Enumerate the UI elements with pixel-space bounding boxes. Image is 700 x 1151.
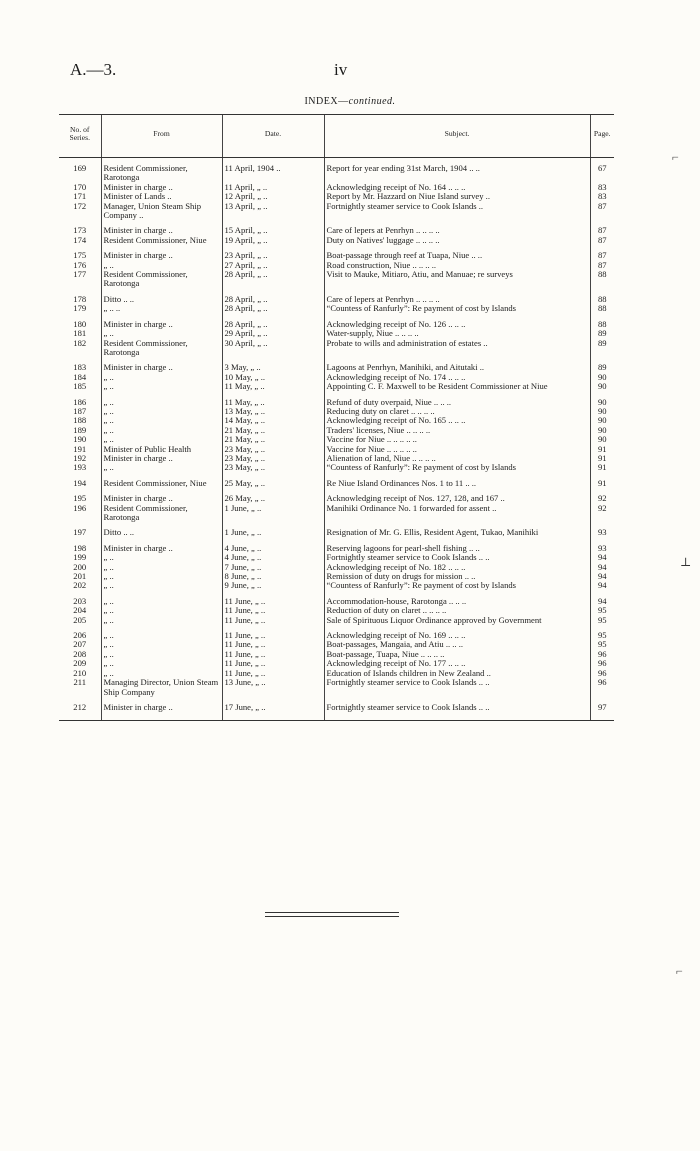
index-title-suffix: continued. bbox=[348, 96, 396, 107]
series-number: 190 bbox=[73, 435, 87, 445]
date-cell: 13 April, „ .. bbox=[222, 202, 324, 221]
series-number: 169 bbox=[73, 163, 87, 173]
subject-cell: Acknowledging receipt of No. 165 .. .. .. bbox=[324, 416, 590, 425]
table-row bbox=[59, 591, 614, 606]
index-rows bbox=[59, 158, 614, 721]
subject-cell: Acknowledging receipt of No. 126 .. .. .. bbox=[324, 314, 590, 329]
series-number: 183 bbox=[73, 362, 87, 373]
date-cell: 21 May, „ .. bbox=[222, 426, 324, 435]
page-cell: 90 bbox=[590, 373, 614, 382]
header-page-number: iv bbox=[334, 60, 348, 79]
series-number: 200 bbox=[73, 562, 87, 572]
subject-cell: “Countess of Ranfurly”: Re payment of cost by Islands bbox=[324, 304, 590, 313]
from-cell: „ .. bbox=[101, 435, 222, 444]
from-cell: Minister in charge .. bbox=[101, 488, 222, 503]
table-row bbox=[59, 407, 614, 416]
series-number: 193 bbox=[73, 463, 87, 473]
subject-cell: Boat-passage through reef at Tuapa, Niue .. .. bbox=[324, 245, 590, 260]
date-cell: 28 April, „ .. bbox=[222, 314, 324, 329]
series-number: 172 bbox=[73, 201, 87, 211]
date-cell: 11 May, „ .. bbox=[222, 392, 324, 407]
page-cell: 88 bbox=[590, 314, 614, 329]
from-cell: „ .. bbox=[101, 659, 222, 668]
date-cell: 1 June, „ .. bbox=[222, 504, 324, 523]
date-cell: 15 April, „ .. bbox=[222, 220, 324, 235]
table-row bbox=[59, 659, 614, 668]
from-cell: „ .. .. bbox=[101, 304, 222, 313]
from-cell: „ .. bbox=[101, 463, 222, 472]
table-row bbox=[59, 261, 614, 270]
date-cell: 30 April, „ .. bbox=[222, 339, 324, 358]
subject-cell: “Countess of Ranfurly”: Re payment of cost by Islands bbox=[324, 581, 590, 590]
from-cell: „ .. bbox=[101, 329, 222, 338]
closing-rule-bottom bbox=[265, 916, 399, 917]
subject-cell: Vaccine for Niue .. .. .. .. .. bbox=[324, 435, 590, 444]
subject-cell: Care of lepers at Penrhyn .. .. .. .. bbox=[324, 220, 590, 235]
from-cell: Minister of Public Health bbox=[101, 445, 222, 454]
from-cell: Ditto .. .. bbox=[101, 289, 222, 304]
page-cell: 93 bbox=[590, 522, 614, 537]
table-row bbox=[59, 522, 614, 537]
page-cell: 95 bbox=[590, 606, 614, 615]
table-row bbox=[59, 650, 614, 659]
subject-cell: Acknowledging receipt of No. 169 .. .. .. bbox=[324, 625, 590, 640]
subject-cell: Acknowledging receipt of Nos. 127, 128, and 167 .. bbox=[324, 488, 590, 503]
margin-mark-right-top: ⌐ bbox=[672, 150, 679, 164]
page-cell: 87 bbox=[590, 202, 614, 221]
from-cell: Resident Commissioner, Niue bbox=[101, 236, 222, 245]
table-row bbox=[59, 382, 614, 391]
from-cell: Resident Commissioner, Niue bbox=[101, 473, 222, 488]
subject-cell: Report for year ending 31st March, 1904 .. .. bbox=[324, 158, 590, 183]
table-row bbox=[59, 488, 614, 503]
series-number: 178 bbox=[73, 293, 87, 304]
subject-cell: Resignation of Mr. G. Ellis, Resident Agent, Tukao, Manihiki bbox=[324, 522, 590, 537]
margin-mark-right-mid: ⊥ bbox=[680, 555, 692, 569]
date-cell: 19 April, „ .. bbox=[222, 236, 324, 245]
series-number: 203 bbox=[73, 595, 87, 606]
column-header-subject: Subject. bbox=[324, 115, 590, 158]
table-row bbox=[59, 454, 614, 463]
date-cell: 25 May, „ .. bbox=[222, 473, 324, 488]
subject-cell: Boat-passages, Mangaia, and Atiu .. .. .. bbox=[324, 640, 590, 649]
table-row bbox=[59, 220, 614, 235]
subject-cell: Visit to Mauke, Mitiaro, Atiu, and Manuae; re surveys bbox=[324, 270, 590, 289]
page-cell: 89 bbox=[590, 357, 614, 372]
subject-cell: Fortnightly steamer service to Cook Islands .. bbox=[324, 202, 590, 221]
page-cell: 97 bbox=[590, 697, 614, 721]
date-cell: 28 April, „ .. bbox=[222, 289, 324, 304]
table-row bbox=[59, 640, 614, 649]
closing-rule-top bbox=[265, 912, 399, 913]
subject-cell: Appointing C. F. Maxwell to be Resident Commissioner at Niue bbox=[324, 382, 590, 391]
subject-cell: Traders' licenses, Niue .. .. .. .. bbox=[324, 426, 590, 435]
subject-cell: Reducing duty on claret .. .. .. .. bbox=[324, 407, 590, 416]
subject-cell: Care of lepers at Penrhyn .. .. .. .. bbox=[324, 289, 590, 304]
table-row bbox=[59, 289, 614, 304]
from-cell: Resident Commissioner, Rarotonga bbox=[101, 504, 222, 523]
table-row bbox=[59, 463, 614, 472]
subject-cell: “Countess of Ranfurly”: Re payment of cost by Islands bbox=[324, 463, 590, 472]
table-row bbox=[59, 435, 614, 444]
header-series-ref: A.—3. bbox=[70, 60, 117, 79]
page-cell: 96 bbox=[590, 669, 614, 678]
page-cell: 95 bbox=[590, 640, 614, 649]
series-number: 196 bbox=[73, 503, 87, 513]
series-number: 175 bbox=[73, 250, 87, 261]
from-cell: Minister in charge .. bbox=[101, 220, 222, 235]
from-cell: „ .. bbox=[101, 616, 222, 625]
table-row bbox=[59, 392, 614, 407]
subject-cell: Accommodation-house, Rarotonga .. .. .. bbox=[324, 591, 590, 606]
subject-cell: Vaccine for Niue .. .. .. .. .. bbox=[324, 445, 590, 454]
page-cell: 83 bbox=[590, 183, 614, 192]
date-cell: 27 April, „ .. bbox=[222, 261, 324, 270]
index-title bbox=[0, 96, 700, 107]
subject-cell: Probate to wills and administration of estates .. bbox=[324, 339, 590, 358]
table-row bbox=[59, 606, 614, 615]
page-cell: 95 bbox=[590, 616, 614, 625]
date-cell: 11 May, „ .. bbox=[222, 382, 324, 391]
subject-cell: Reduction of duty on claret .. .. .. .. bbox=[324, 606, 590, 615]
subject-cell: Alienation of land, Niue .. .. .. .. bbox=[324, 454, 590, 463]
margin-mark-right-bottom: ⌐ bbox=[676, 964, 683, 978]
from-cell: Managing Director, Union Steam Ship Company bbox=[101, 678, 222, 697]
series-number: 202 bbox=[73, 581, 87, 591]
series-number: 185 bbox=[73, 382, 87, 392]
series-number: 180 bbox=[73, 318, 87, 329]
column-header-page: Page. bbox=[590, 115, 614, 158]
table-row bbox=[59, 669, 614, 678]
series-number: 181 bbox=[73, 329, 87, 339]
from-cell: „ .. bbox=[101, 382, 222, 391]
table-row bbox=[59, 270, 614, 289]
date-cell: 11 June, „ .. bbox=[222, 606, 324, 615]
date-cell: 13 June, „ .. bbox=[222, 678, 324, 697]
column-header-from: From bbox=[101, 115, 222, 158]
table-row bbox=[59, 373, 614, 382]
page-cell: 96 bbox=[590, 659, 614, 668]
date-cell: 21 May, „ .. bbox=[222, 435, 324, 444]
series-number: 206 bbox=[73, 630, 87, 641]
date-cell: 11 June, „ .. bbox=[222, 616, 324, 625]
series-number: 176 bbox=[73, 260, 87, 270]
page-cell: 96 bbox=[590, 678, 614, 697]
header-row bbox=[59, 115, 614, 158]
subject-cell: Lagoons at Penrhyn, Manihiki, and Aitutaki .. bbox=[324, 357, 590, 372]
table-row bbox=[59, 426, 614, 435]
from-cell: Resident Commissioner, Rarotonga bbox=[101, 339, 222, 358]
page-cell: 90 bbox=[590, 416, 614, 425]
page-cell: 94 bbox=[590, 553, 614, 562]
series-number: 208 bbox=[73, 649, 87, 659]
date-cell: 11 June, „ .. bbox=[222, 669, 324, 678]
table-row bbox=[59, 304, 614, 313]
from-cell: Minister in charge .. bbox=[101, 314, 222, 329]
date-cell: 12 April, „ .. bbox=[222, 192, 324, 201]
table-row bbox=[59, 314, 614, 329]
from-cell: „ .. bbox=[101, 553, 222, 562]
page-cell: 89 bbox=[590, 339, 614, 358]
date-cell: 7 June, „ .. bbox=[222, 563, 324, 572]
from-cell: Minister in charge .. bbox=[101, 357, 222, 372]
subject-cell: Education of Islands children in New Zealand .. bbox=[324, 669, 590, 678]
page-cell: 94 bbox=[590, 591, 614, 606]
table-row bbox=[59, 553, 614, 562]
page-cell: 83 bbox=[590, 192, 614, 201]
page-cell: 90 bbox=[590, 392, 614, 407]
subject-cell: Fortnightly steamer service to Cook Islands .. .. bbox=[324, 697, 590, 721]
page-cell: 87 bbox=[590, 261, 614, 270]
series-number: 188 bbox=[73, 416, 87, 426]
series-number: 201 bbox=[73, 572, 87, 582]
from-cell: „ .. bbox=[101, 625, 222, 640]
from-cell: „ .. bbox=[101, 669, 222, 678]
table-row bbox=[59, 504, 614, 523]
date-cell: 4 June, „ .. bbox=[222, 538, 324, 553]
subject-cell: Re Niue Island Ordinances Nos. 1 to 11 .. .. bbox=[324, 473, 590, 488]
series-number: 191 bbox=[73, 444, 87, 454]
index-title-main: INDEX— bbox=[304, 96, 349, 107]
from-cell: „ .. bbox=[101, 407, 222, 416]
from-cell: Minister in charge .. bbox=[101, 454, 222, 463]
series-number: 182 bbox=[73, 338, 87, 348]
subject-cell: Fortnightly steamer service to Cook Islands .. .. bbox=[324, 553, 590, 562]
from-cell: „ .. bbox=[101, 392, 222, 407]
date-cell: 23 May, „ .. bbox=[222, 463, 324, 472]
series-number: 179 bbox=[73, 304, 87, 314]
series-number: 198 bbox=[73, 542, 87, 553]
table-row bbox=[59, 245, 614, 260]
series-number: 187 bbox=[73, 406, 87, 416]
from-cell: Minister in charge .. bbox=[101, 183, 222, 192]
series-number: 207 bbox=[73, 640, 87, 650]
date-cell: 14 May, „ .. bbox=[222, 416, 324, 425]
page-cell: 90 bbox=[590, 435, 614, 444]
subject-cell: Reserving lagoons for pearl-shell fishing .. .. bbox=[324, 538, 590, 553]
table-row bbox=[59, 678, 614, 697]
series-number: 184 bbox=[73, 372, 87, 382]
date-cell: 11 June, „ .. bbox=[222, 640, 324, 649]
series-number: 211 bbox=[73, 678, 87, 688]
page-cell: 89 bbox=[590, 329, 614, 338]
page-cell: 90 bbox=[590, 426, 614, 435]
table-row bbox=[59, 616, 614, 625]
page-cell: 92 bbox=[590, 504, 614, 523]
page-cell: 90 bbox=[590, 407, 614, 416]
subject-cell: Acknowledging receipt of No. 164 .. .. .. bbox=[324, 183, 590, 192]
page-cell: 88 bbox=[590, 304, 614, 313]
table-row bbox=[59, 625, 614, 640]
table-row bbox=[59, 538, 614, 553]
from-cell: Resident Commissioner, Rarotonga bbox=[101, 270, 222, 289]
series-number: 212 bbox=[59, 697, 101, 721]
date-cell: 17 June, „ .. bbox=[222, 697, 324, 721]
from-cell: Minister in charge .. bbox=[101, 538, 222, 553]
date-cell: 1 June, „ .. bbox=[222, 522, 324, 537]
date-cell: 29 April, „ .. bbox=[222, 329, 324, 338]
table-row bbox=[59, 445, 614, 454]
date-cell: 28 April, „ .. bbox=[222, 270, 324, 289]
index-table bbox=[59, 114, 614, 721]
subject-cell: Sale of Spirituous Liquor Ordinance approved by Government bbox=[324, 616, 590, 625]
date-cell: 13 May, „ .. bbox=[222, 407, 324, 416]
subject-cell: Report by Mr. Hazzard on Niue Island survey .. bbox=[324, 192, 590, 201]
page-cell: 87 bbox=[590, 245, 614, 260]
series-number: 199 bbox=[73, 553, 87, 563]
subject-cell: Acknowledging receipt of No. 182 .. .. .. bbox=[324, 563, 590, 572]
from-cell: „ .. bbox=[101, 373, 222, 382]
table-row bbox=[59, 572, 614, 581]
series-number: 173 bbox=[73, 225, 87, 236]
page-cell: 94 bbox=[590, 563, 614, 572]
from-cell: „ .. bbox=[101, 416, 222, 425]
date-cell: 4 June, „ .. bbox=[222, 553, 324, 562]
table-row bbox=[59, 183, 614, 192]
date-cell: 11 April, „ .. bbox=[222, 183, 324, 192]
table-row bbox=[59, 416, 614, 425]
date-cell: 3 May, „ .. bbox=[222, 357, 324, 372]
series-number: 204 bbox=[73, 606, 87, 616]
subject-cell: Duty on Natives' luggage .. .. .. .. bbox=[324, 236, 590, 245]
date-cell: 23 May, „ .. bbox=[222, 454, 324, 463]
page-cell: 91 bbox=[590, 454, 614, 463]
series-number: 171 bbox=[73, 192, 87, 202]
date-cell: 28 April, „ .. bbox=[222, 304, 324, 313]
from-cell: Minister in charge .. bbox=[101, 245, 222, 260]
table-row bbox=[59, 236, 614, 245]
table-row bbox=[59, 697, 614, 721]
series-number: 209 bbox=[73, 659, 87, 669]
series-number: 197 bbox=[73, 527, 87, 538]
column-header-date: Date. bbox=[222, 115, 324, 158]
date-cell: 10 May, „ .. bbox=[222, 373, 324, 382]
page-cell: 87 bbox=[590, 236, 614, 245]
subject-cell: Refund of duty overpaid, Niue .. .. .. bbox=[324, 392, 590, 407]
subject-cell: Fortnightly steamer service to Cook Islands .. .. bbox=[324, 678, 590, 697]
page-cell: 91 bbox=[590, 473, 614, 488]
page-cell: 90 bbox=[590, 382, 614, 391]
page-cell: 94 bbox=[590, 572, 614, 581]
series-number: 192 bbox=[73, 453, 87, 463]
page-cell: 93 bbox=[590, 538, 614, 553]
table-row bbox=[59, 581, 614, 590]
from-cell: „ .. bbox=[101, 426, 222, 435]
from-cell: „ .. bbox=[101, 563, 222, 572]
date-cell: 8 June, „ .. bbox=[222, 572, 324, 581]
series-number: 170 bbox=[73, 182, 87, 192]
date-cell: 23 May, „ .. bbox=[222, 445, 324, 454]
series-number: 186 bbox=[73, 396, 87, 407]
date-cell: 11 June, „ .. bbox=[222, 650, 324, 659]
from-cell: Resident Commissioner, Rarotonga bbox=[101, 158, 222, 183]
date-cell: 11 April, 1904 .. bbox=[222, 158, 324, 183]
subject-cell: Water-supply, Niue .. .. .. .. bbox=[324, 329, 590, 338]
page-cell: 87 bbox=[590, 220, 614, 235]
subject-cell: Acknowledging receipt of No. 174 .. .. .. bbox=[324, 373, 590, 382]
from-cell: „ .. bbox=[101, 650, 222, 659]
series-number: 174 bbox=[73, 235, 87, 245]
subject-cell: Boat-passage, Tuapa, Niue .. .. .. .. bbox=[324, 650, 590, 659]
page-cell: 91 bbox=[590, 445, 614, 454]
table-row bbox=[59, 158, 614, 183]
series-number: 194 bbox=[73, 477, 87, 488]
from-cell: „ .. bbox=[101, 591, 222, 606]
series-number: 177 bbox=[73, 270, 87, 280]
page-cell: 92 bbox=[590, 488, 614, 503]
series-number: 195 bbox=[73, 493, 87, 504]
from-cell: „ .. bbox=[101, 581, 222, 590]
from-cell: „ .. bbox=[101, 572, 222, 581]
from-cell: Ditto .. .. bbox=[101, 522, 222, 537]
page-cell: 94 bbox=[590, 581, 614, 590]
from-cell: Manager, Union Steam Ship Company .. bbox=[101, 202, 222, 221]
page-cell: 88 bbox=[590, 270, 614, 289]
from-cell: Minister of Lands .. bbox=[101, 192, 222, 201]
series-number: 205 bbox=[73, 615, 87, 625]
subject-cell: Road construction, Niue .. .. .. .. bbox=[324, 261, 590, 270]
date-cell: 9 June, „ .. bbox=[222, 581, 324, 590]
page-cell: 67 bbox=[590, 158, 614, 183]
table-row bbox=[59, 192, 614, 201]
from-cell: „ .. bbox=[101, 640, 222, 649]
table-row bbox=[59, 202, 614, 221]
from-cell: Minister in charge .. bbox=[101, 697, 222, 721]
date-cell: 26 May, „ .. bbox=[222, 488, 324, 503]
page-cell: 91 bbox=[590, 463, 614, 472]
table-row bbox=[59, 473, 614, 488]
date-cell: 11 June, „ .. bbox=[222, 625, 324, 640]
column-header-no: No. of Series. bbox=[59, 115, 101, 158]
page-cell: 88 bbox=[590, 289, 614, 304]
from-cell: „ .. bbox=[101, 261, 222, 270]
page-cell: 95 bbox=[590, 625, 614, 640]
series-number: 189 bbox=[73, 425, 87, 435]
date-cell: 23 April, „ .. bbox=[222, 245, 324, 260]
table-row bbox=[59, 329, 614, 338]
table-row bbox=[59, 357, 614, 372]
subject-cell: Manihiki Ordinance No. 1 forwarded for assent .. bbox=[324, 504, 590, 523]
page-cell: 96 bbox=[590, 650, 614, 659]
table-row bbox=[59, 339, 614, 358]
date-cell: 11 June, „ .. bbox=[222, 591, 324, 606]
date-cell: 11 June, „ .. bbox=[222, 659, 324, 668]
table-row bbox=[59, 563, 614, 572]
from-cell: „ .. bbox=[101, 606, 222, 615]
subject-cell: Remission of duty on drugs for mission .. .. bbox=[324, 572, 590, 581]
series-number: 210 bbox=[73, 668, 87, 678]
subject-cell: Acknowledging receipt of No. 177 .. .. .. bbox=[324, 659, 590, 668]
